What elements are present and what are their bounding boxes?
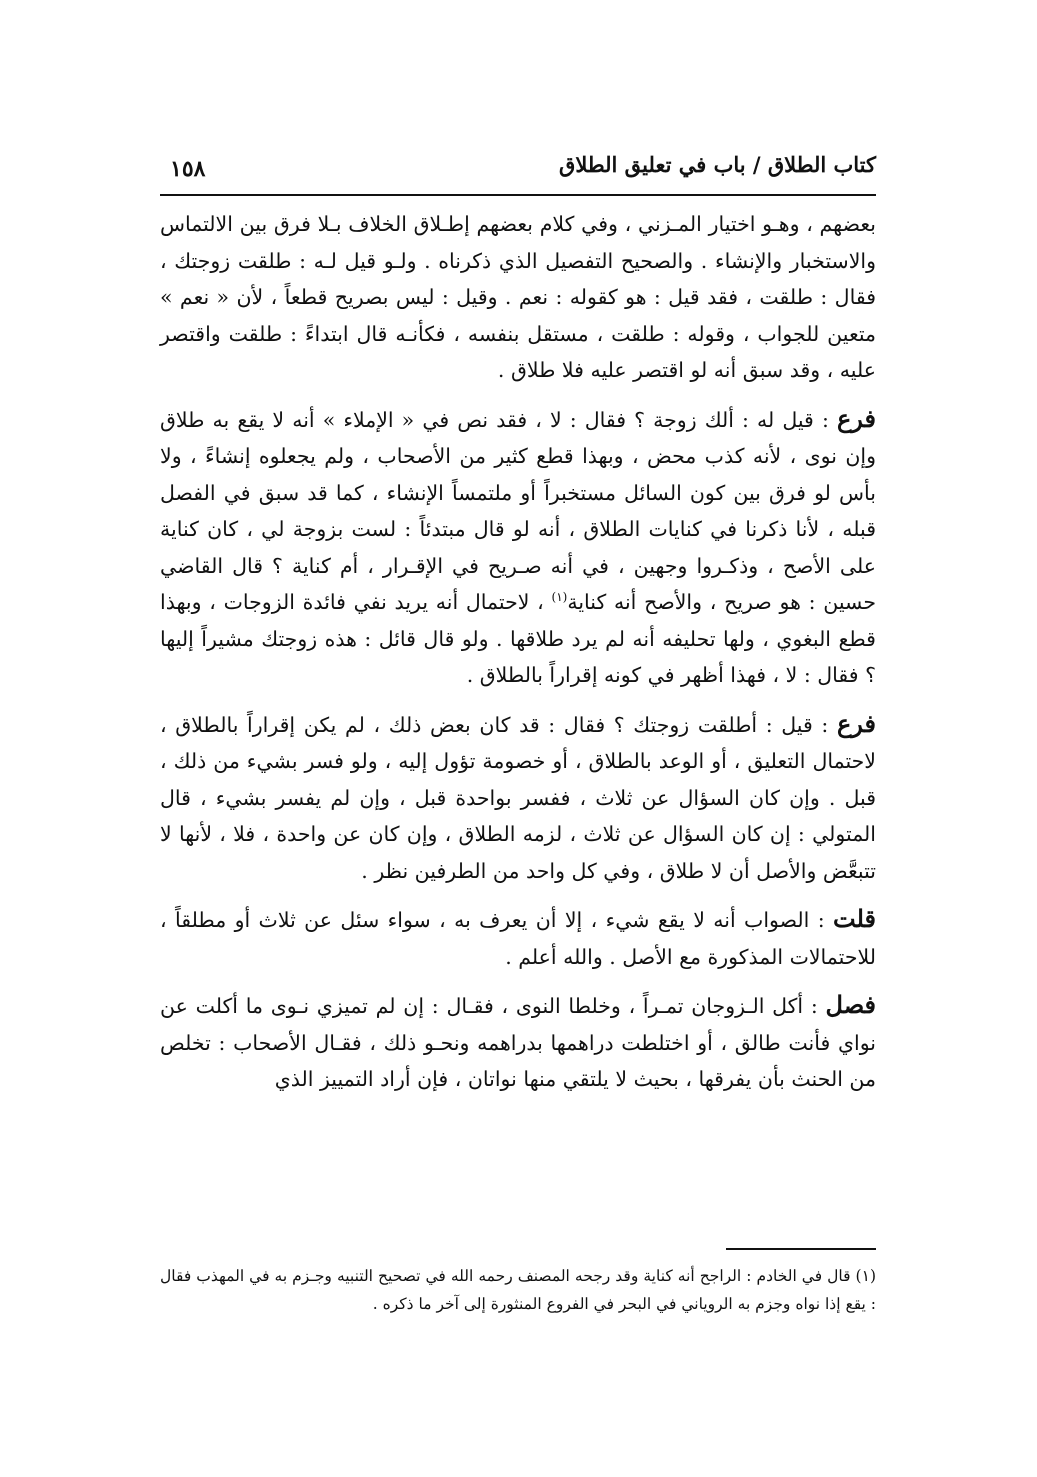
paragraph-lead-word: قلت: [833, 904, 876, 933]
paragraph-4: [160, 901, 876, 975]
page-number: ١٥٨: [170, 156, 206, 182]
paragraph-text: : أكل الـزوجان تمـراً ، وخلطا النوى ، فقـال : إن لم تميزي نـوى ما أكلت عن نواي فأنت طالق ، أو اختلطت دراهمها بدراهمه ونحـو ذلك ، فقـال الأصحاب : تخلص من الحنث بأن يفرقها ، بحيث لا يلتقي منها نواتان ، فإن أراد التمييز الذي: [160, 994, 876, 1091]
paragraph-3: [160, 706, 876, 890]
paragraph-text: : الصواب أنه لا يقع شيء ، إلا أن يعرف به ، سواء سئل عن ثلاث أو مطلقاً ، للاحتمالات المذكورة مع الأصل . والله أعلم .: [160, 908, 876, 969]
paragraph-text: بعضهم ، وهـو اختيار المـزني ، وفي كلام بعضهم إطـلاق الخلاف بـلا فرق بين الالتماس والاستخبار والإنشاء . والصحيح التفصيل الذي ذكرناه . ولـو قيل لـه : طلقت زوجتك ، فقال : طلقت ، فقد قيل : هو كقوله : نعم . وقيل : ليس بصريح قطعاً ، لأن « نعم » متعين للجواب ، وقوله : طلقت ، مستقل بنفسه ، فكأنـه قال ابتداءً : طلقت واقتصر عليه ، وقد سبق أنه لو اقتصر عليه فلا طلاق .: [160, 212, 876, 382]
main-text: [160, 206, 876, 1110]
page-header: [160, 146, 876, 190]
paragraph-lead-word: فرع: [836, 708, 876, 738]
paragraph-5: [160, 987, 876, 1098]
paragraph-lead-word: فصل: [825, 990, 876, 1019]
running-title: كتاب الطلاق / باب في تعليق الطلاق: [559, 152, 876, 177]
paragraph-2: [160, 401, 876, 694]
paragraph-lead-word: فرع: [836, 403, 876, 433]
footnotes: [160, 1262, 876, 1318]
footnote-rule: [726, 1248, 876, 1250]
paragraph-text-continued: ، لاحتمال أنه يريد نفي فائدة الزوجات ، وبهذا قطع البغوي ، ولها تحليفه أنه لم يرد طلاقها . ولو قال قائل : هذه زوجتك مشيراً إليها ؟ فقال : لا ، فهذا أظهر في كونه إقراراً بالطلاق .: [160, 590, 876, 687]
paragraph-text: : قيل : أطلقت زوجتك ؟ فقال : قد كان بعض ذلك ، لم يكن إقراراً بالطلاق ، لاحتمال التعليق ، أو الوعد بالطلاق ، أو خصومة تؤول إليه ، ولو فسر بشيء من ذلك ، قبل . وإن كان السؤال عن ثلاث ، ففسر بواحدة قبل ، وإن لم يفسر بشيء ، قال المتولي : إن كان السؤال عن ثلاث ، لزمه الطلاق ، وإن كان عن واحدة ، فلا ، لأنها لا تتبعَّض والأصل أن لا طلاق ، وفي كل واحد من الطرفين نظر .: [160, 712, 876, 883]
paragraph-1: [160, 206, 876, 389]
footnote-1: (١) قال في الخادم : الراجح أنه كناية وقد رجحه المصنف رحمه الله في تصحيح التنبيه وجـزم به في المهذب فقال : يقع إذا نواه وجزم به الروياني في البحر في الفروع المنثورة إلى آخر ما ذكره .: [160, 1267, 876, 1313]
header-rule: [160, 194, 876, 196]
paragraph-text: : قيل له : ألك زوجة ؟ فقال : لا ، فقد نص في « الإملاء » أنه لا يقع به طلاق وإن نوى ، لأنه كذب محض ، وبهذا قطع كثير من الأصحاب ، ولم يجعلوه إنشاءً ، ولا بأس لو فرق بين كون السائل مستخبراً أو ملتمساً الإنشاء ، كما قد سبق في الفصل قبله ، لأنا ذكرنا في كنايات الطلاق ، أنه لو قال مبتدئاً : لست بزوجة لي ، كان كناية على الأصح ، وذكـروا وجهين ، في أنه صـريح في الإقـرار ، أم كناية ؟ قال القاضي حسين : هو صريح ، والأصح أنه كناية: [160, 407, 877, 614]
footnote-ref: (١): [551, 590, 568, 605]
